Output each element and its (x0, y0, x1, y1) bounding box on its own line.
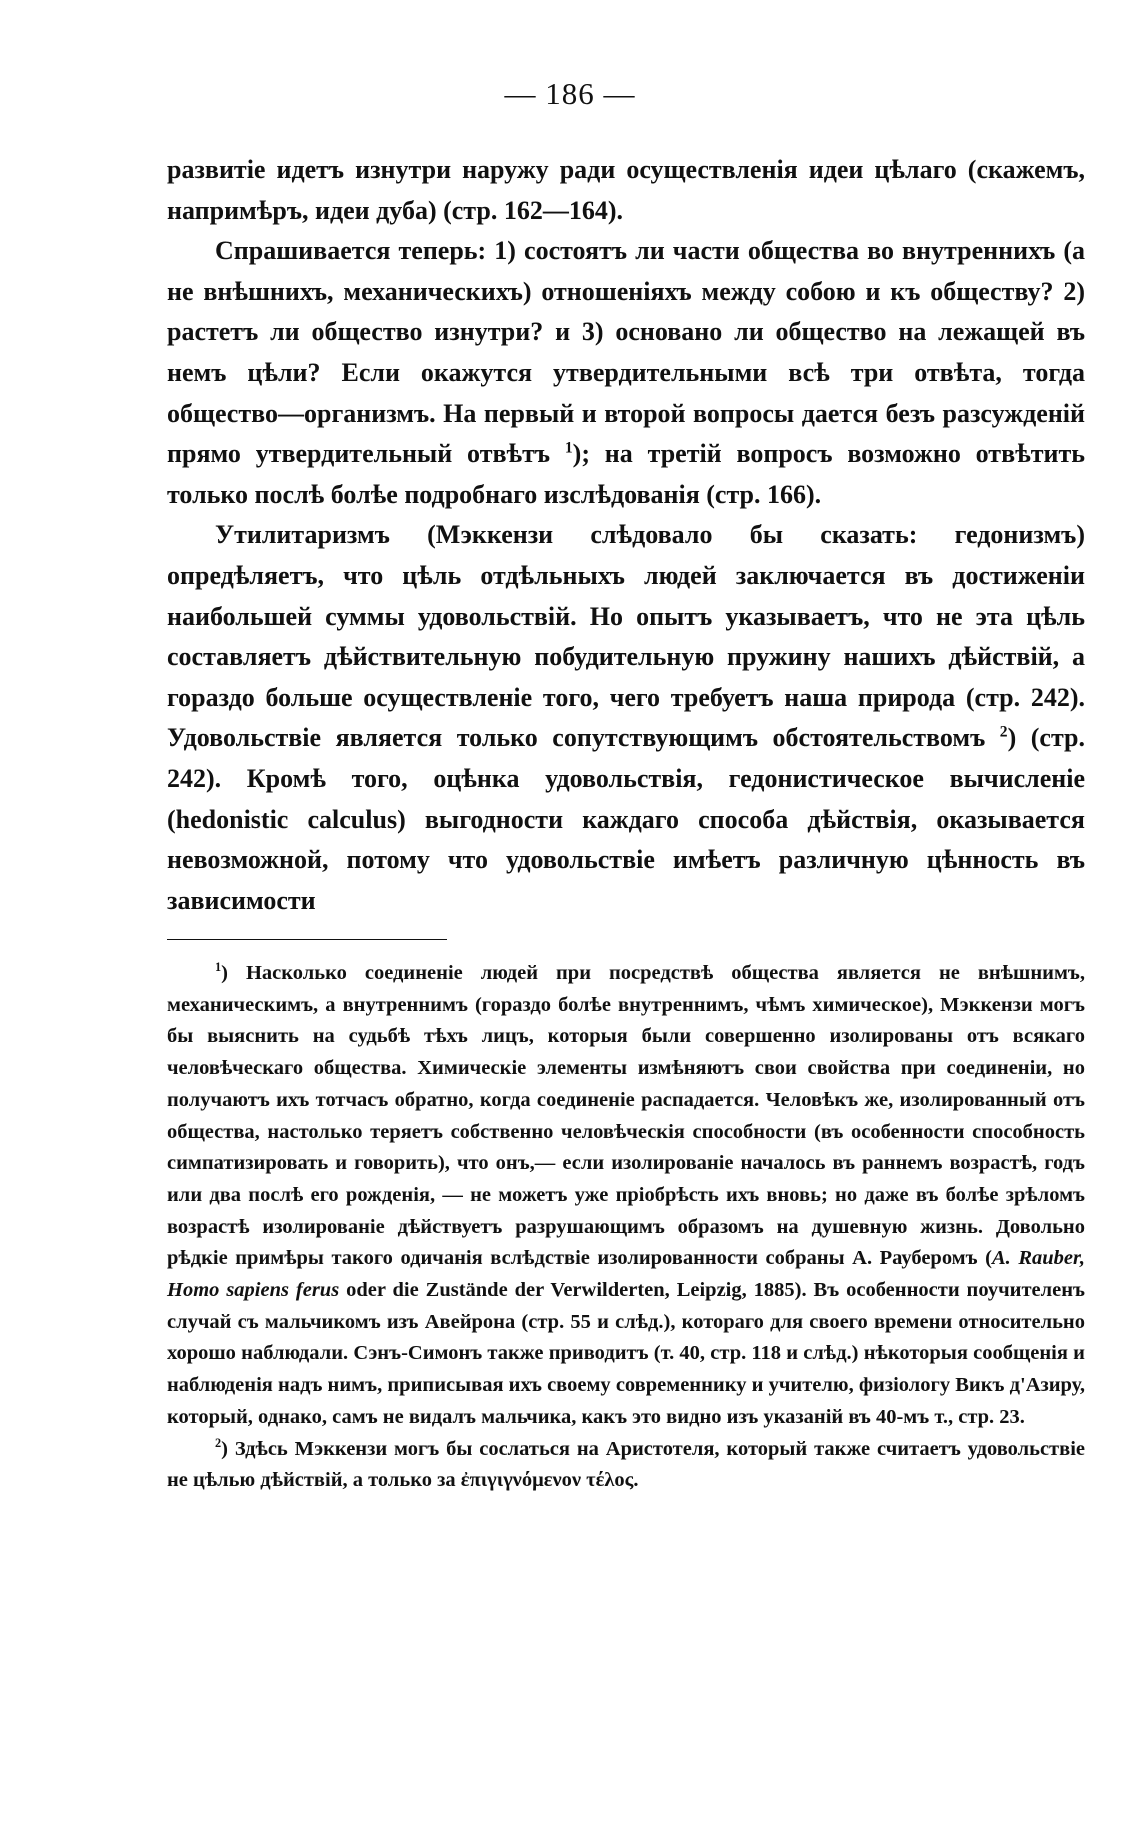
paragraph-3-text-a: Утилитаризмъ (Мэккензи слѣдовало бы сказать: гедонизмъ) опредѣляетъ, что цѣль отдѣльныхъ людей заключается въ достиженіи наибольшей суммы удовольствій. Но опытъ указываетъ, что не эта цѣль составляетъ дѣйствительную побудительную пружину нашихъ дѣйствій, а гораздо больше осуществленіе того, чего требуетъ наша природа (стр. 242). Удовольствіе является только сопутствующимъ обстоятельствомъ (167, 520, 1085, 753)
main-text (167, 150, 1085, 921)
paragraph-2-text-a: Спрашивается теперь: 1) состоятъ ли части общества во внутреннихъ (а не внѣшнихъ, механическихъ) отношеніяхъ между собою и къ обществу? 2) растетъ ли общество изнутри? и 3) основано ли общество на лежащей въ немъ цѣли? Если окажутся утвердительными всѣ три отвѣта, тогда общество—организмъ. На первый и второй вопросы дается безъ разсужденій прямо утвердительный отвѣтъ (167, 236, 1085, 469)
footnote-1-marker: 1 (215, 960, 222, 975)
footnote-2 (167, 1434, 1085, 1497)
paragraph-3-text-b: ) (стр. 242). Кромѣ того, оцѣнка удовольствія, гедонистическое вычисленіе (hedonistic calculus) выгодности каждаго способа дѣйствія, оказывается невозможной, потому что удовольствіе имѣетъ различную цѣнность въ зависимости (167, 723, 1086, 915)
footnote-1-citation: A. Rauber, Homo sapiens ferus (167, 1247, 1085, 1302)
footnote-1-text-a: ) Насколько соединеніе людей при посредствѣ общества является не внѣшнимъ, механическимъ, а внутреннимъ (гораздо болѣе внутреннимъ, чѣмъ химическое), Мэккензи могъ бы выяснить на судьбѣ тѣхъ лицъ, которыя были совершенно изолированы отъ всякаго человѣческаго общества. Химическіе элементы измѣняютъ свои свойства при соединеніи, но получаютъ ихъ тотчасъ обратно, когда соединеніе распадается. Человѣкъ же, изолированный отъ общества, настолько теряетъ собственно человѣческія способности (въ особенности способность симпатизировать и говорить), что онъ,— если изолированіе началось въ раннемъ возрастѣ, годъ или два послѣ его рожденія, — не можетъ уже пріобрѣсть ихъ вновь; но даже въ болѣе зрѣломъ возрастѣ изолированіе дѣйствуетъ разрушающимъ образомъ на душевную жизнь. Довольно рѣдкіе примѣры такого одичанія вслѣдствіе изолированности собраны А. Рауберомъ ( (167, 962, 1085, 1270)
footnote-2-text-b: . (633, 1469, 639, 1492)
paragraph-3 (167, 515, 1085, 921)
footnote-1-text-b: oder die Zustände der Verwilderten, Leipzig, 1885). Въ особенности поучителенъ случай съ мальчикомъ изъ Авейрона (стр. 55 и слѣд.), котораго для своего времени относительно хорошо наблюдали. Сэнъ-Симонъ также приводитъ (т. 40, стр. 118 и слѣд.) нѣкоторыя сообщенія и наблюденія надъ нимъ, приписывая ихъ своему современнику и учителю, физіологу Викъ д'Азиру, который, однако, самъ не видалъ мальчика, какъ это видно изъ указаній въ 40-мъ т., стр. 23. (167, 1279, 1085, 1428)
paragraph-1 (167, 150, 1085, 231)
paragraph-2-text-b: ); на третій вопросъ возможно отвѣтить только послѣ болѣе подробнаго изслѣдованія (стр. 166). (167, 439, 1085, 509)
footnote-divider (167, 939, 447, 940)
footnote-1 (167, 958, 1085, 1434)
page-number: — 186 — (504, 76, 636, 111)
footnote-ref-2: 2 (999, 723, 1008, 741)
footnote-ref-1: 1 (564, 439, 573, 457)
footnote-2-marker: 2 (215, 1435, 222, 1450)
footnotes (167, 958, 1085, 1497)
paragraph-1-text: развитіе идетъ изнутри наружу ради осуществленія идеи цѣлаго (скажемъ, напримѣръ, идеи дуба) (стр. 162—164). (167, 155, 1085, 225)
footnote-2-greek-phrase: ἐπιγιγνόμενον τέλος (460, 1469, 634, 1492)
footnote-2-text-a: ) Здѣсь Мэккензи могъ бы сослаться на Аристотеля, который также считаетъ удовольствіе не цѣлью дѣйствій, а только за (167, 1437, 1085, 1492)
paragraph-2 (167, 231, 1085, 515)
